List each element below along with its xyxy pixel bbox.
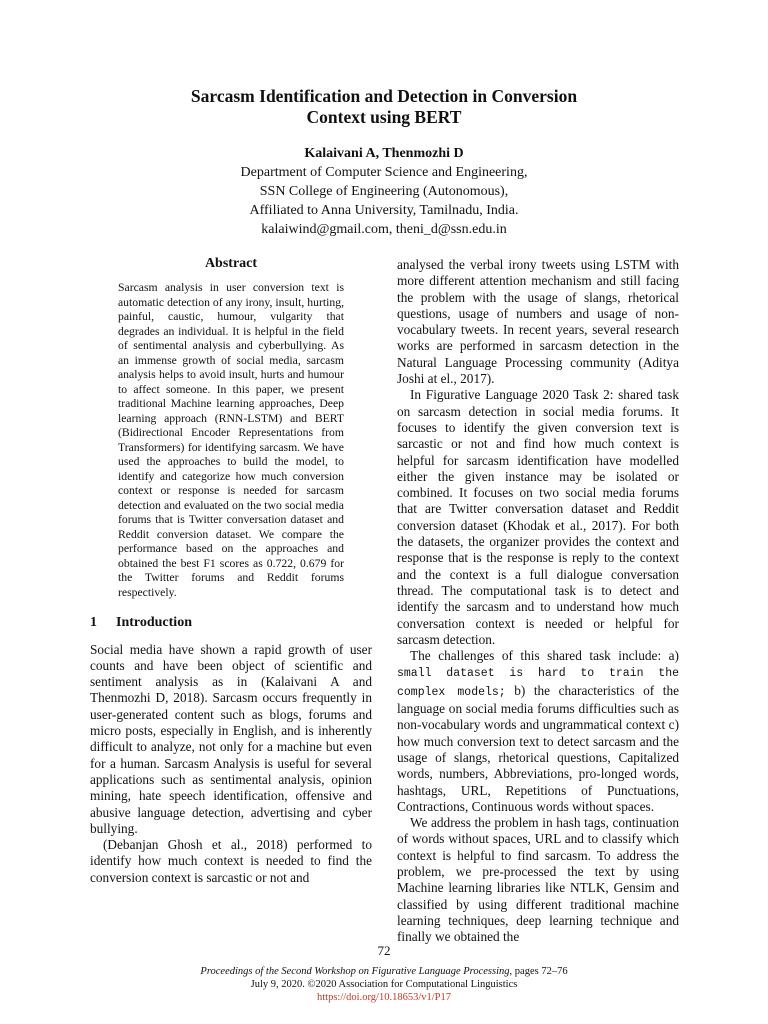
- title-line-1: Sarcasm Identification and Detection in Conversion: [190, 86, 578, 106]
- section-number: 1: [90, 615, 97, 631]
- affiliation-line: Department of Computer Science and Engineering,: [240, 165, 528, 180]
- right-paragraph-1: analysed the verbal irony tweets using LSTM with more different attention mechanism and still facing the problem with the usage of slangs, rhetorical questions, usage of numbers and usage of non-vocabulary tweets. In recent years, several research works are performed in sarcasm detection in the Natural Language Processing community (Aditya Joshi at el., 2017).: [397, 257, 679, 387]
- doi-link[interactable]: https://doi.org/10.18653/v1/P17: [317, 992, 451, 1003]
- affiliation-line: Affiliated to Anna University, Tamilnadu, India.: [249, 203, 519, 218]
- right-paragraph-2: In Figurative Language 2020 Task 2: shared task on sarcasm detection in social media forums. It focuses to identify the given conversion text is sarcastic or not and find how much context is helpful for sarcasm identification have modelled either the given instance may be isolated or combined. It focuses on two social media forums that are Twitter conversation dataset and Reddit conversion dataset (Khodak et al., 2017). For both the datasets, the organizer provides the context and response that is the response is reply to the context and the context is a full dialogue conversation thread. The computational task is to detect and identify the sarcasm and to understand how much conversation context is needed or helpful for sarcasm detection.: [397, 387, 679, 647]
- abstract-heading: Abstract: [204, 256, 258, 271]
- proceedings-title: Proceedings of the Second Workshop on Figurative Language Processing: [200, 966, 510, 977]
- author-emails: kalaiwind@gmail.com, theni_d@ssn.edu.in: [261, 222, 507, 237]
- paper-title: [0, 86, 768, 128]
- challenges-rest: b) the characteristics of the language on social media forums difficulties such as non-vocabulary words and ungrammatical context c) how much conversion text to detect sarcasm and the usage of slangs, rhetorical questions, Capitalized words, numbers, Abbreviations, pro-longed words, hashtags, URL, Repetitions of Punctuations, Contractions, Continuous words without spaces.: [397, 682, 680, 814]
- affiliation-line: SSN College of Engineering (Autonomous),: [259, 184, 509, 199]
- page-number: 72: [377, 943, 391, 958]
- challenges-intro: The challenges of this shared task include: a): [410, 648, 679, 664]
- footer-date-copyright: July 9, 2020. ©2020 Association for Computational Linguistics: [250, 979, 518, 990]
- right-paragraph-4: We address the problem in hash tags, continuation of words without spaces, URL and to classify which context is helpful to find sarcasm. To address the problem, we pre-processed the text by using Machine learning libraries like NTLK, Gensim and classified by using different traditional machine learning techniques, deep learning technique and finally we obtained the: [397, 815, 679, 945]
- intro-paragraph-2: (Debanjan Ghosh et al., 2018) performed to identify how much context is needed to find the conversion context is sarcastic or not and: [90, 837, 372, 885]
- abstract-text: Sarcasm analysis in user conversion text is automatic detection of any irony, insult, hurting, painful, caustic, humour, vulgarity that degrades an individual. It is helpful in the field of sentimental analysis and cyberbullying. As an immense growth of social media, sarcasm analysis helps to avoid insult, hurts and humour to affect someone. In this paper, we present traditional Machine learning approaches, Deep learning approach (RNN-LSTM) and BERT (Bidirectional Encoder Representations from Transformers) for identifying sarcasm. We have used the approaches to build the model, to identify and categorize how much conversion context or response is needed for sarcasm detection and evaluated on the two social media forums that is Twitter conversation dataset and Reddit conversion dataset. We compare the performance based on the approaches and obtained the best F1 scores as 0.722, 0.679 for the Twitter forums and Reddit forums respectively.: [118, 281, 344, 599]
- section-heading-introduction: [90, 615, 372, 631]
- challenges-mono: small dataset is hard to train the complex models;: [397, 667, 679, 699]
- section-title: Introduction: [116, 615, 192, 631]
- right-column: [397, 257, 679, 945]
- left-column: [90, 256, 372, 886]
- proceedings-pages: , pages 72–76: [509, 966, 568, 977]
- author-block: [0, 144, 768, 239]
- title-line-2: Context using BERT: [306, 107, 462, 127]
- right-paragraph-3: [397, 648, 679, 815]
- footer-proceedings: [0, 965, 768, 978]
- intro-paragraph-1: Social media have shown a rapid growth of user counts and have been object of scientific and sentiment analysis as in (Kalaivani A and Thenmozhi D, 2018). Sarcasm occurs frequently in user-generated content such as blogs, forums and micro posts, especially in English, and is inherently difficult to analyze, not only for a machine but even for a human. Sarcasm Analysis is useful for several applications such as sentimental analysis, opinion mining, hate speech identification, offensive and abusive language detection, advertising and cyber bullying.: [90, 641, 372, 836]
- author-names: Kalaivani A, Thenmozhi D: [304, 146, 464, 161]
